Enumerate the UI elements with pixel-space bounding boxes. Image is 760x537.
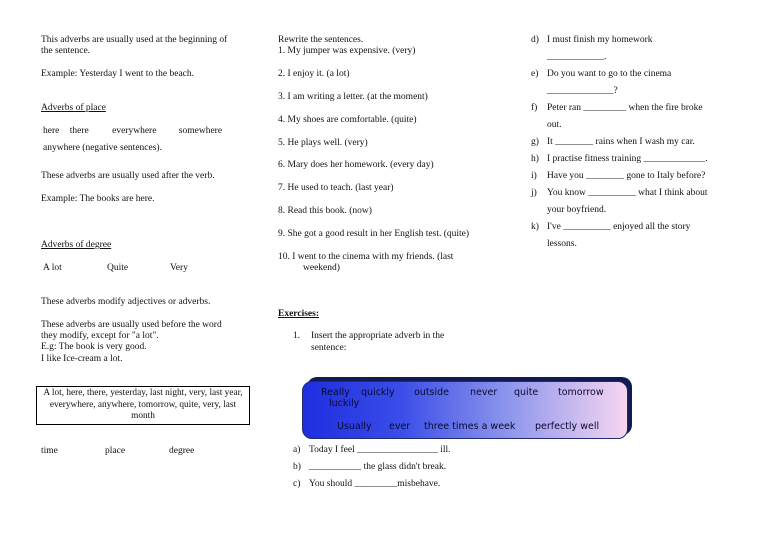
exercise-f: f) Peter ran _________ when the fire broke [531, 103, 703, 113]
sentence-6: 6. Mary does her homework. (every day) [278, 160, 434, 170]
place-example: Example: The books are here. [41, 194, 155, 204]
exercise-i: i) Have you ________ gone to Italy before? [531, 171, 706, 181]
sentence-10: 10. I went to the cinema with my friends. (last [278, 252, 454, 262]
before-note-line1: These adverbs are usually used before the word [41, 320, 222, 330]
sentence-1: 1. My jumper was expensive. (very) [278, 46, 416, 56]
exercise-a: a) Today I feel _________________ ill. [293, 445, 451, 455]
example-time: Example: Yesterday I went to the beach. [41, 69, 195, 79]
category-degree: degree [169, 446, 195, 456]
modify-note: These adverbs modify adjectives or adverbs. [41, 297, 211, 307]
place-bullet-everywhere: everywhere [112, 126, 157, 136]
exercise-j-line2: your boyfriend. [547, 205, 607, 215]
place-bullet-there: there [69, 126, 89, 136]
example-very-good: E.g: The book is very good. [41, 342, 147, 352]
word-ever: ever [389, 421, 411, 432]
word-perfectly-well: perfectly well [535, 421, 600, 432]
instruction-line1: Insert the appropriate adverb in the [311, 331, 445, 341]
sentence-3: 3. I am writing a letter. (at the moment) [278, 92, 428, 102]
sentence-8: 8. Read this book. (now) [278, 206, 372, 216]
rewrite-heading: Rewrite the sentences. [278, 35, 364, 45]
exercise-b: b) ___________ the glass didn't break. [293, 462, 447, 472]
word-luckily: luckily [329, 398, 360, 409]
exercise-e: e) Do you want to go to the cinema [531, 69, 672, 79]
intro-text-line2: the sentence. [41, 46, 91, 56]
before-note-line2: they modify, except for "a lot". [41, 331, 159, 341]
exercise-f-line2: out. [547, 120, 562, 130]
word-tomorrow: tomorrow [558, 387, 604, 398]
exercise-k-line2: lessons. [547, 239, 577, 249]
degree-bullet-a-lot: A lot [43, 263, 62, 273]
word-usually: Usually [337, 421, 372, 432]
place-heading: Adverbs of place [41, 103, 106, 113]
word-bank-banner [302, 381, 628, 439]
exercise-k: k) I've __________ enjoyed all the story [531, 222, 691, 232]
category-time: time [41, 446, 58, 456]
exercises-heading: Exercises: [278, 309, 319, 319]
exercise-h: h) I practise fitness training _____________. [531, 154, 708, 164]
word-never: never [470, 387, 498, 398]
place-bullet-here: here [43, 126, 60, 136]
sentence-5: 5. He plays well. (very) [278, 138, 368, 148]
sentence-10-continued: weekend) [303, 263, 340, 273]
sentence-2: 2. I enjoy it. (a lot) [278, 69, 350, 79]
exercise-g: g) It ________ rains when I wash my car. [531, 137, 695, 147]
sentence-9: 9. She got a good result in her English test. (quite) [278, 229, 470, 239]
exercise-e-line2: ______________? [547, 86, 618, 96]
exercise-d: d) I must finish my homework [531, 35, 653, 45]
word-quickly: quickly [361, 387, 395, 398]
place-note: These adverbs are usually used after the verb. [41, 171, 215, 181]
word-really: Really [321, 387, 350, 398]
degree-bullet-quite: Quite [107, 263, 129, 273]
sentence-4: 4. My shoes are comfortable. (quite) [278, 115, 417, 125]
place-bullets-row2 [41, 142, 162, 154]
example-ice-cream: I like Ice-cream a lot. [41, 354, 123, 364]
instruction-line2: sentence: [311, 343, 347, 353]
place-bullet-anywhere: anywhere (negative sentences). [43, 143, 162, 153]
degree-heading: Adverbs of degree [41, 240, 112, 250]
adverb-word-box: A lot, here, there, yesterday, last night, very, last year, everywhere, anywhere, tomorrow, quite, very, last month [36, 386, 250, 425]
degree-bullet-very: Very [170, 263, 188, 273]
instruction-number: 1. [293, 331, 301, 341]
place-bullet-somewhere: somewhere [178, 126, 223, 136]
category-place: place [105, 446, 126, 456]
word-three-times-a-week: three times a week [424, 421, 516, 432]
word-outside: outside [414, 387, 450, 398]
exercise-d-line2: ____________. [547, 52, 607, 62]
intro-text-line1: This adverbs are usually used at the beginning of [41, 35, 228, 45]
sentence-7: 7. He used to teach. (last year) [278, 183, 394, 193]
exercise-c: c) You should _________misbehave. [293, 479, 441, 489]
place-bullets-row1 [41, 125, 222, 137]
word-quite: quite [514, 387, 539, 398]
exercise-j: j) You know __________ what I think about [531, 188, 708, 198]
